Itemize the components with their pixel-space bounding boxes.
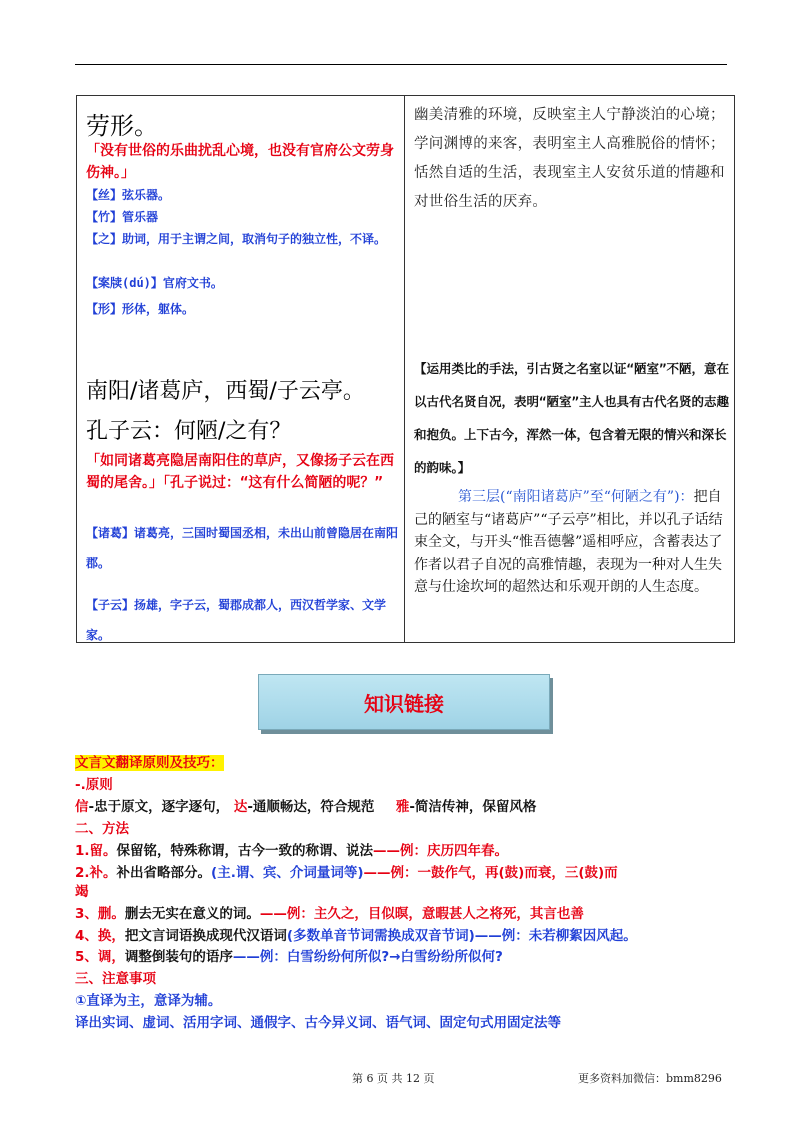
passage-line-2: 孔子云：何陋/之有？ — [86, 419, 292, 444]
footer-contact: 更多资料加微信：bmm8296 — [578, 1072, 722, 1085]
analysis-text-1: 幽美清雅的环境，反映室主人宁静淡泊的心境；学问渊博的来客，表明室主人高雅脱俗的情怀；恬然自适的生活，表现室主人安贫乐道的情趣和对世俗生活的厌弃。 — [414, 107, 725, 210]
table-divider — [404, 95, 405, 643]
note-item: 【诸葛】诸葛亮，三国时蜀国丞相，未出山前曾隐居在南阳郡。 — [86, 526, 399, 570]
section-title: 文言文翻译原则及技巧： — [75, 755, 224, 771]
layer-analysis — [414, 486, 732, 599]
note-item: 【子云】扬雄，字子云，蜀郡成都人，西汉哲学家、文学家。 — [86, 598, 387, 642]
method-4: 4、换，把文言词语换成现代汉语词(多数单音节词需换成双音节词)——例：未若柳絮因风起。 — [75, 928, 637, 944]
note-item: 【之】助词，用于主谓之间，取消句子的独立性，不译。 — [86, 232, 387, 246]
passage-translation: 「没有世俗的乐曲扰乱心境，也没有官府公文劳身伤神。」 — [86, 143, 394, 181]
layer-text: 把自己的陋室与“诸葛庐”“子云亭”相比，并以孔子话结束全文，与开头“惟吾德馨”遥相呼应，含蓄表达了作者以君子自况的高雅情趣，表现为一种对人生失意与仕途坎坷的超然达和乐观开朗的人生态度。 — [414, 489, 723, 595]
note-item: 【丝】弦乐器。 — [86, 188, 171, 202]
method-3: 3、删。删去无实在意义的词。——例：主久之，目似暝，意暇甚人之将死，其言也善 — [75, 906, 584, 922]
principle-heading: -.原则 — [75, 777, 113, 793]
note-1: ①直译为主，意译为辅。 — [75, 993, 222, 1009]
passage-translation-2: 「如同诸葛亮隐居南阳住的草庐，又像扬子云在西蜀的尾舍。」「孔子说过：“这有什么简陋的呢？” — [86, 453, 394, 491]
page-number: 第 6 页 共 12 页 — [352, 1072, 435, 1085]
note-item: 【案牍(dú)】官府文书。 — [86, 276, 223, 290]
note-2: 译出实词、虚词、活用字词、通假字、古今异义词、语气词、固定句式用固定法等 — [75, 1015, 561, 1031]
method-2: 2.补。补出省略部分。(主.谓、宾、介词量词等)——例：一鼓作气，再(鼓)而衰，三(鼓)而 — [75, 865, 618, 881]
analysis-note: 【运用类比的手法，引古贤之名室以证“陋室”不陋，意在以古代名贤自况，表明“陋室”主人也具有古代名贤的志趣和抱负。上下古今，浑然一体，包含着无限的情兴和深长的韵味。】 — [414, 361, 730, 475]
method-2-continued: 竭 — [75, 884, 89, 900]
banner-title: 知识链接 — [364, 691, 444, 716]
principle-line: 信-忠于原文，逐字逐句， 达-通顺畅达，符合规范 雅-简洁传神，保留风格 — [75, 799, 537, 815]
note-item: 【形】形体，躯体。 — [86, 302, 195, 316]
method-5: 5、调，调整倒装句的语序——例：白雪纷纷何所似?→白雪纷纷所似何? — [75, 949, 503, 965]
notes-list-1 — [86, 184, 398, 320]
passage-line-1: 南阳/诸葛庐，西蜀/子云亭。 — [86, 379, 365, 404]
knowledge-link-banner — [258, 674, 550, 730]
note-item: 【竹】管乐器 — [86, 210, 159, 224]
method-1: 1.留。保留铭，特殊称谓，古今一致的称谓、说法——例：庆历四年春。 — [75, 843, 509, 859]
layer-label: 第三层(“南阳诸葛庐”至“何陋之有”)： — [458, 489, 694, 505]
notes-list-2 — [86, 518, 398, 650]
header-rule — [75, 64, 727, 65]
notes-heading: 三、注意事项 — [75, 971, 156, 987]
method-heading: 二、方法 — [75, 821, 129, 837]
passage-heading: 劳形。 — [86, 112, 158, 140]
